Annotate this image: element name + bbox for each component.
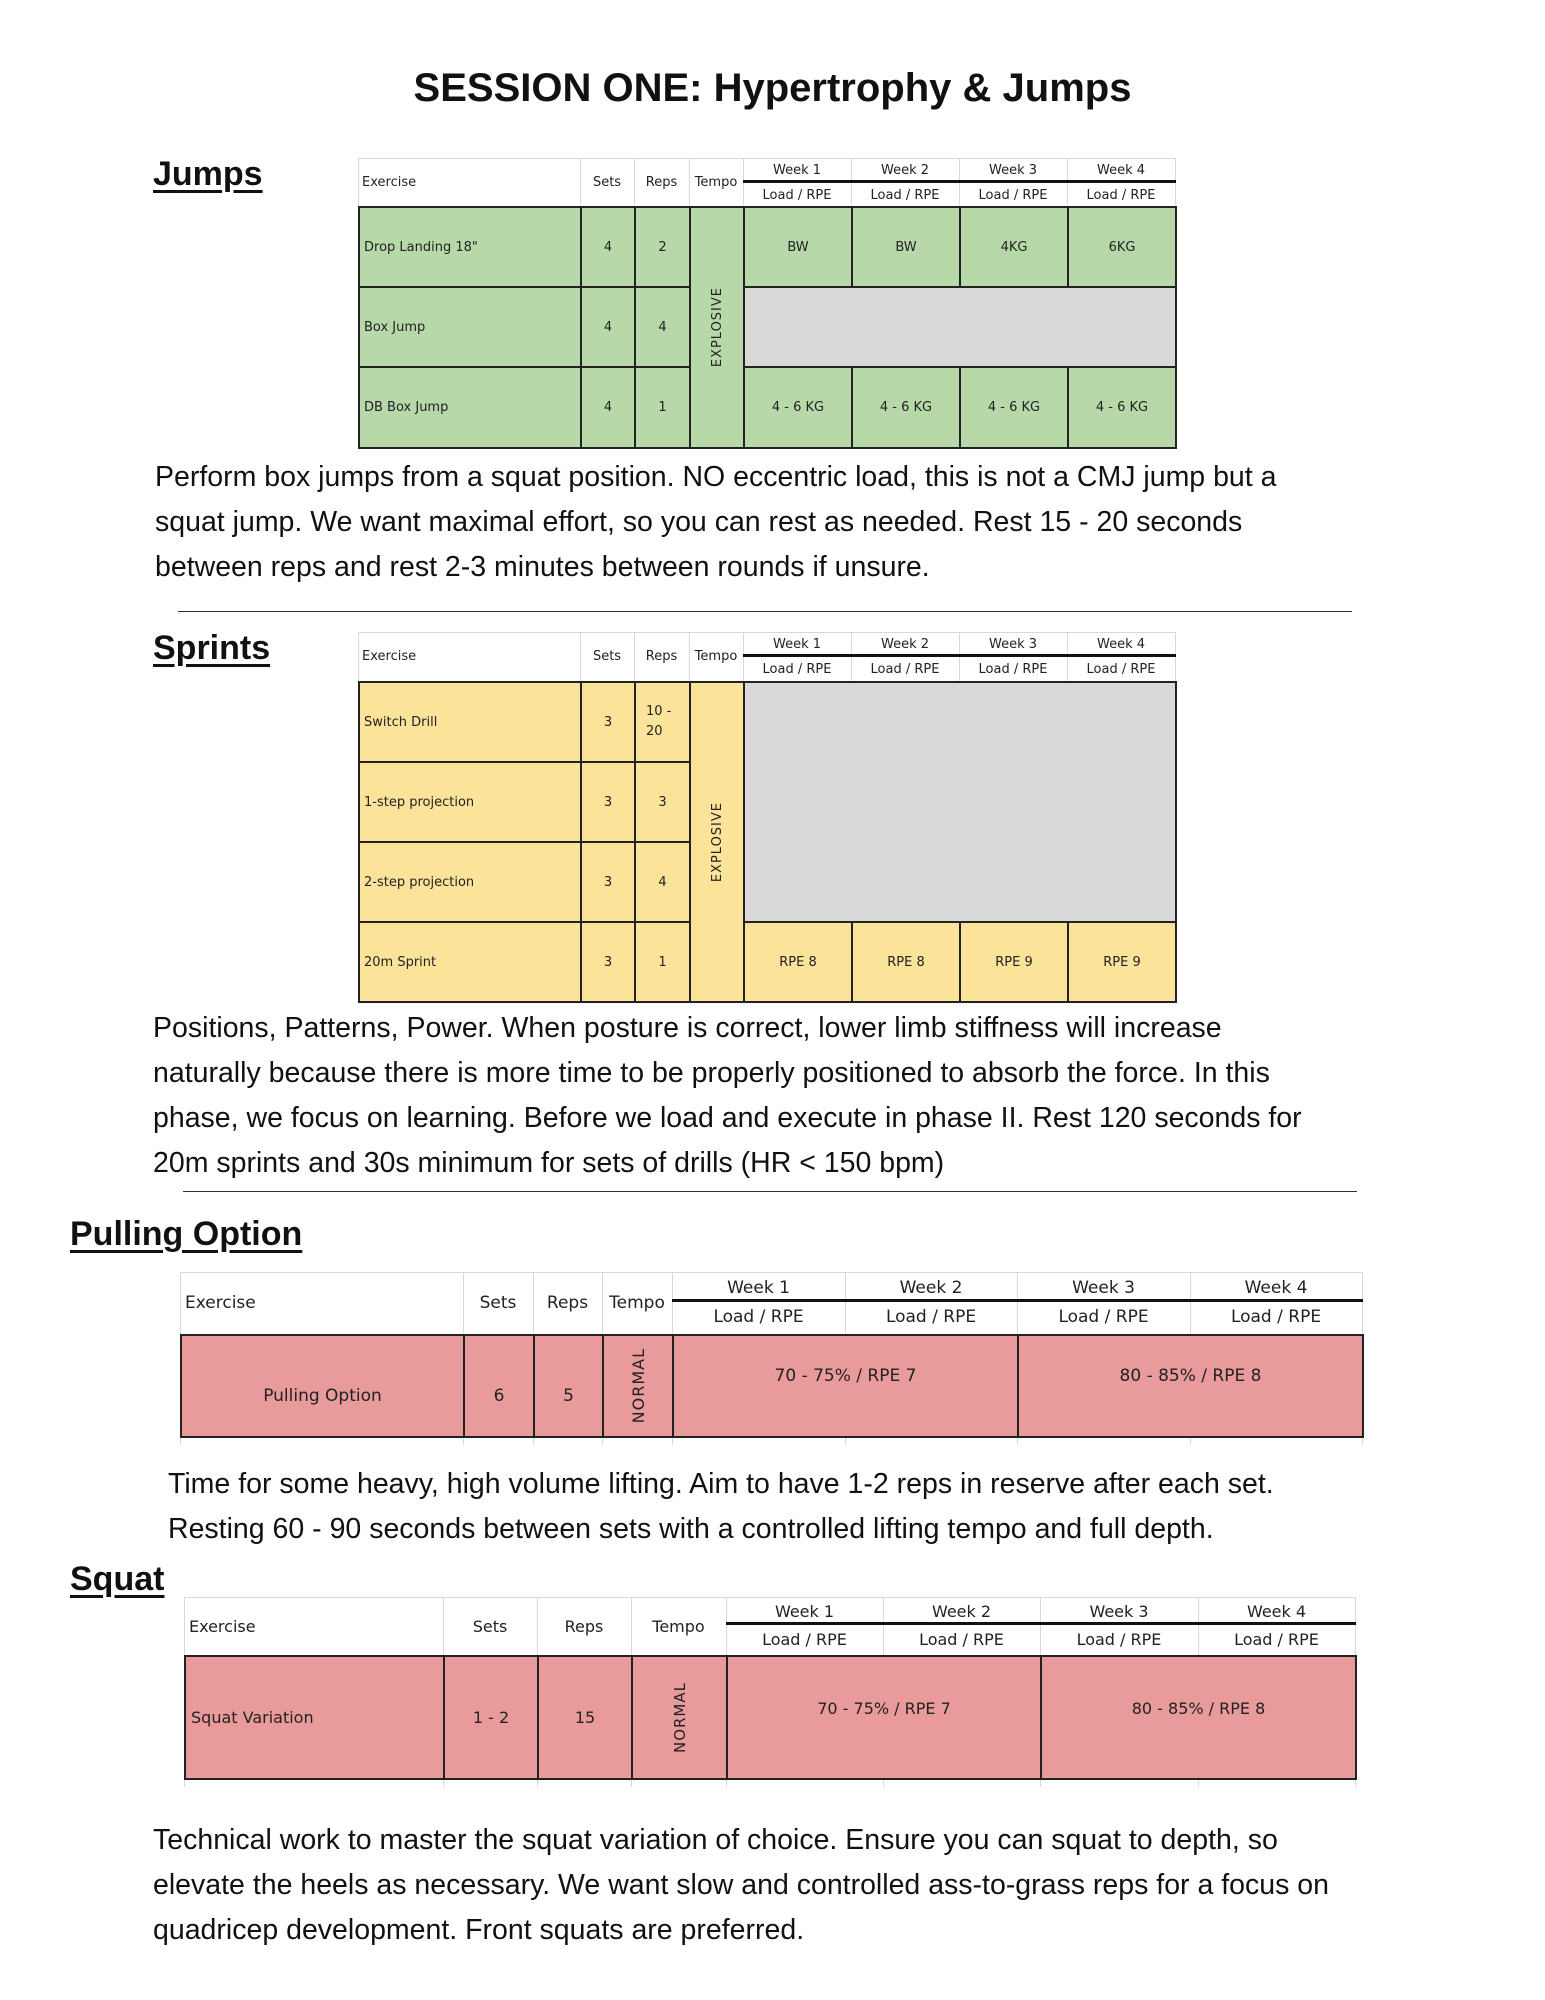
jumps-row-2-reps: 4 <box>634 286 691 368</box>
jumps-tempo-label: EXPLOSIVE <box>709 287 725 368</box>
jumps-heading: Jumps <box>153 155 263 193</box>
jumps-tempo-cell <box>689 206 745 449</box>
pulling-tempo-label: NORMAL <box>628 1348 648 1424</box>
pulling-note-line: Resting 60 - 90 seconds between sets with a controlled lifting tempo and full depth. <box>168 1513 1214 1545</box>
pulling-note <box>168 1462 1274 1552</box>
sprints-row-1-reps <box>634 681 691 763</box>
pulling-reps: 5 <box>533 1334 604 1438</box>
header-load-rpe: Load / RPE <box>870 661 940 677</box>
jumps-note-line: Perform box jumps from a squat position. NO eccentric load, this is not a CMJ jump but a <box>155 461 1277 493</box>
jumps-row-2-sets: 4 <box>580 286 636 368</box>
header-reps: Reps <box>645 649 678 664</box>
jumps-note-line: squat jump. We want maximal effort, so you can rest as needed. Rest 15 - 20 seconds <box>155 506 1243 538</box>
sprints-row-2-exercise: 1-step projection <box>358 761 582 843</box>
sprints-note-line: phase, we focus on learning. Before we load and execute in phase II. Rest 120 seconds for <box>153 1102 1302 1134</box>
jumps-row-1-sets: 4 <box>580 206 636 288</box>
reps-line: 20 <box>646 724 663 739</box>
header-tempo: Tempo <box>652 1616 705 1636</box>
header-load-rpe: Load / RPE <box>1234 1630 1319 1649</box>
sprints-note-line: naturally because there is more time to be properly positioned to absorb the force. In this <box>153 1057 1270 1089</box>
jumps-row-1-week-3: 4KG <box>959 206 1069 288</box>
jumps-row-1-week-4: 6KG <box>1067 206 1177 288</box>
pulling-weeks-1-2: 70 - 75% / RPE 7 <box>672 1334 1019 1438</box>
jumps-row-3-exercise: DB Box Jump <box>358 366 582 449</box>
header-load-rpe: Load / RPE <box>1086 661 1156 677</box>
header-load-rpe: Load / RPE <box>762 661 832 677</box>
header-load-rpe: Load / RPE <box>870 187 940 203</box>
header-week-4: Week 4 <box>1244 1277 1308 1298</box>
header-sets: Sets <box>592 174 622 190</box>
jumps-row-3-reps: 1 <box>634 366 691 449</box>
squat-heading: Squat <box>70 1560 165 1598</box>
sprints-row-4-week-2: RPE 8 <box>851 921 961 1003</box>
header-week-4: Week 4 <box>1096 636 1146 652</box>
sprints-note-line: Positions, Patterns, Power. When posture is correct, lower limb stiffness will increase <box>153 1012 1222 1044</box>
sprints-weeks-empty <box>743 681 1177 923</box>
header-sets: Sets <box>472 1616 508 1636</box>
header-tempo: Tempo <box>694 649 738 664</box>
header-tempo: Tempo <box>609 1293 665 1313</box>
header-week-1: Week 1 <box>727 1277 790 1298</box>
pulling-heading: Pulling Option <box>70 1215 303 1253</box>
jumps-row-2-exercise: Box Jump <box>358 286 582 368</box>
header-load-rpe: Load / RPE <box>713 1307 804 1327</box>
pulling-sets: 6 <box>463 1334 535 1438</box>
header-reps: Reps <box>546 1293 589 1313</box>
squat-weeks-3-4: 80 - 85% / RPE 8 <box>1040 1655 1357 1780</box>
header-sets: Sets <box>479 1293 517 1313</box>
sprints-heading: Sprints <box>153 629 271 667</box>
header-week-3: Week 3 <box>988 636 1038 652</box>
sprints-row-4-exercise: 20m Sprint <box>358 921 582 1003</box>
header-load-rpe: Load / RPE <box>1076 1630 1162 1649</box>
jumps-row-1-reps: 2 <box>634 206 691 288</box>
squat-note-line: quadricep development. Front squats are preferred. <box>153 1914 805 1946</box>
squat-sets: 1 - 2 <box>443 1655 539 1780</box>
jumps-row-3-week-1: 4 - 6 KG <box>743 366 853 449</box>
sprints-row-3-reps: 4 <box>634 841 691 923</box>
jumps-row-3-week-4: 4 - 6 KG <box>1067 366 1177 449</box>
header-reps: Reps <box>645 174 678 190</box>
jumps-note-line: between reps and rest 2-3 minutes between rounds if unsure. <box>155 551 930 583</box>
sprints-tempo-cell <box>689 681 745 1003</box>
divider <box>183 1191 1357 1192</box>
pulling-exercise: Pulling Option <box>180 1334 465 1438</box>
header-load-rpe: Load / RPE <box>919 1630 1004 1649</box>
header-week-1: Week 1 <box>772 636 822 652</box>
pulling-note-line: Time for some heavy, high volume lifting. Aim to have 1-2 reps in reserve after each set. <box>168 1468 1274 1500</box>
header-load-rpe: Load / RPE <box>1086 187 1156 203</box>
sprints-row-4-reps: 1 <box>634 921 691 1003</box>
squat-reps: 15 <box>537 1655 633 1780</box>
reps-line: 10 - <box>646 704 672 719</box>
header-load-rpe: Load / RPE <box>978 187 1048 203</box>
header-week-2: Week 2 <box>899 1277 963 1298</box>
header-week-2: Week 2 <box>880 162 930 178</box>
jumps-row-3-week-2: 4 - 6 KG <box>851 366 961 449</box>
header-load-rpe: Load / RPE <box>1058 1307 1149 1327</box>
jumps-row-1-week-1: BW <box>743 206 853 288</box>
header-load-rpe: Load / RPE <box>1230 1307 1322 1327</box>
divider <box>178 611 1352 612</box>
sprints-row-4-week-4: RPE 9 <box>1067 921 1177 1003</box>
sprints-note <box>153 1006 1302 1186</box>
squat-exercise: Squat Variation <box>184 1655 445 1780</box>
squat-note-line: elevate the heels as necessary. We want slow and controlled ass-to-grass reps for a focus on <box>153 1869 1329 1901</box>
squat-tempo-cell <box>631 1655 728 1780</box>
sprints-row-4-sets: 3 <box>580 921 636 1003</box>
sprints-row-2-reps: 3 <box>634 761 691 843</box>
squat-note-line: Technical work to master the squat variation of choice. Ensure you can squat to depth, so <box>153 1824 1278 1856</box>
header-load-rpe: Load / RPE <box>762 187 832 203</box>
squat-tempo-label: NORMAL <box>670 1681 689 1753</box>
header-week-3: Week 3 <box>988 162 1038 178</box>
header-reps: Reps <box>564 1616 604 1636</box>
jumps-row-2-weeks-empty <box>743 286 1177 368</box>
sprints-row-3-exercise: 2-step projection <box>358 841 582 923</box>
header-week-4: Week 4 <box>1096 162 1146 178</box>
header-sets: Sets <box>592 649 622 664</box>
sprints-row-1-sets: 3 <box>580 681 636 763</box>
header-load-rpe: Load / RPE <box>885 1307 977 1327</box>
jumps-note <box>155 455 1276 590</box>
page-title: SESSION ONE: Hypertrophy & Jumps <box>413 66 1132 110</box>
header-exercise: Exercise <box>362 649 417 664</box>
header-week-2: Week 2 <box>880 636 930 652</box>
header-exercise: Exercise <box>185 1293 256 1313</box>
header-load-rpe: Load / RPE <box>762 1630 847 1649</box>
sprints-row-2-sets: 3 <box>580 761 636 843</box>
jumps-row-3-week-3: 4 - 6 KG <box>959 366 1069 449</box>
squat-weeks-1-2: 70 - 75% / RPE 7 <box>726 1655 1042 1780</box>
pulling-weeks-3-4: 80 - 85% / RPE 8 <box>1017 1334 1364 1438</box>
header-load-rpe: Load / RPE <box>978 661 1048 677</box>
header-exercise: Exercise <box>189 1616 256 1636</box>
sprints-row-1-exercise: Switch Drill <box>358 681 582 763</box>
squat-note <box>153 1818 1329 1953</box>
sprints-row-4-week-3: RPE 9 <box>959 921 1069 1003</box>
header-week-1: Week 1 <box>772 162 822 178</box>
sprints-row-3-sets: 3 <box>580 841 636 923</box>
header-week-2: Week 2 <box>931 1601 992 1621</box>
jumps-row-1-week-2: BW <box>851 206 961 288</box>
pulling-tempo-cell <box>602 1334 674 1438</box>
header-exercise: Exercise <box>362 174 417 190</box>
header-week-3: Week 3 <box>1072 1277 1135 1298</box>
header-week-4: Week 4 <box>1246 1601 1307 1621</box>
jumps-row-1-exercise: Drop Landing 18" <box>358 206 582 288</box>
header-tempo: Tempo <box>694 174 738 190</box>
jumps-row-3-sets: 4 <box>580 366 636 449</box>
sprints-note-line: 20m sprints and 30s minimum for sets of drills (HR < 150 bpm) <box>153 1147 945 1179</box>
header-week-1: Week 1 <box>774 1601 835 1621</box>
sprints-row-4-week-1: RPE 8 <box>743 921 853 1003</box>
sprints-tempo-label: EXPLOSIVE <box>709 801 725 883</box>
header-week-3: Week 3 <box>1089 1601 1149 1621</box>
